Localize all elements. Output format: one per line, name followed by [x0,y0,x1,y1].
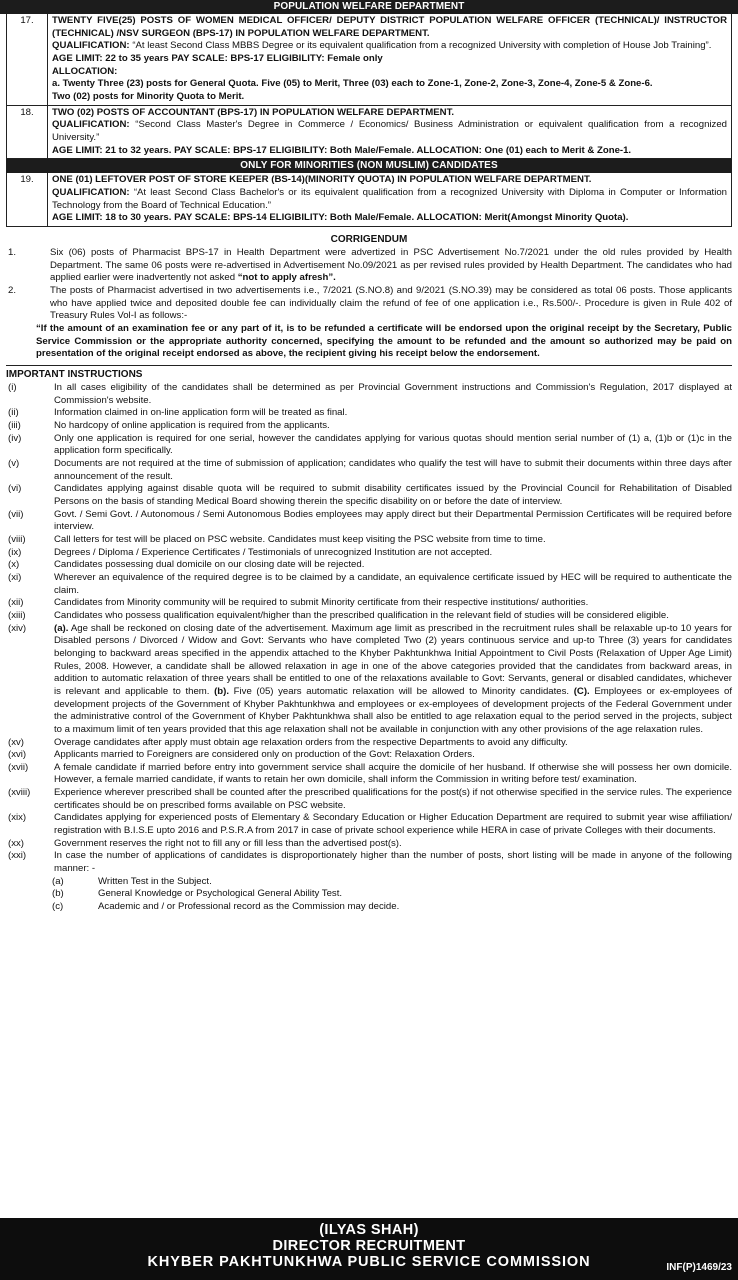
post-row-17 [7,14,731,106]
item-number: (iii) [8,420,21,432]
instruction-item [6,737,732,750]
item-number: (ix) [8,546,22,558]
instruction-item [6,572,732,597]
post-age-limit: AGE LIMIT: 18 to 30 years. PAY SCALE: BPS-14 ELIGIBILITY: Both Male/Female. ALLOCATION: Merit(Amongst Minority Quota). [52,212,629,224]
item-number: (xx) [8,837,24,849]
sub-item-text: Written Test in the Subject. [98,875,212,887]
item-text: Wherever an equivalence of the required degree is to be claimed by a candidate, an equivalence certificate issued by HEC will be required to authenticate the claim. [54,571,732,596]
item-number: (viii) [8,534,26,545]
corrigendum-section [6,247,732,366]
item-number: 2. [8,285,17,296]
treasury-rule-quote: “If the amount of an examination fee or any part of it, is to be refunded a certificate will be endorsed upon the original receipt by the Secretary, Public Service Commission or the appropriate authority concerned, specifying the amount to be refunded and the amount so authorized may be paid on presentation of the original receipt endorsed as above, the recipient giving his receipt below the endorsement. [36,322,732,360]
instruction-item [6,597,732,610]
posts-table-minorities [6,173,732,227]
item-text: Degrees / Diploma / Experience Certificates / Testimonials of unrecognized Institution are not accepted. [54,546,493,558]
post-title: TWO (02) POSTS OF ACCOUNTANT (BPS-17) IN POPULATION WELFARE DEPARTMENT. [52,106,455,118]
qualification-text: “At least Second Class MBBS Degree or its equivalent qualification from a recognized University with completion of House Job Training”. [132,40,712,52]
item-number: (xiii) [8,609,26,621]
item-number: (xix) [8,812,27,824]
allocation-a: a. Twenty Three (23) posts for General Quota. Five (05) to Merit, Three (03) each to Zone-1, Zone-2, Zone-3, Zone-4, Zone-5 & Zone-6. [52,78,653,90]
item-text: In all cases eligibility of the candidates shall be determined as per Provincial Government instructions and Commission's Regulation, 2017 displayed at Commission's website. [54,382,732,406]
instruction-item [6,407,732,420]
item-number: (v) [8,458,20,470]
instruction-item [6,420,732,433]
item-text: Documents are not required at the time of submission of application; candidates who qualify the test will have to submit their documents within three days after announcement of the result. [54,458,732,482]
sub-item [52,888,732,901]
item-number: 1. [8,247,17,259]
sub-item-number: (b) [52,888,64,900]
corrigendum-item-2 [6,285,732,323]
item-text: Only one application is required for one serial, however the candidates applying for various quotas should mention serial number of (1) a, (1)b or (1)c in the application form specifically. [54,432,732,457]
section-header-minorities: ONLY FOR MINORITIES (NON MUSLIM) CANDIDATES [6,159,732,173]
post-serial: 19. [7,173,48,226]
corrigendum-item-1 [6,247,732,285]
qualification-label: QUALIFICATION: [52,186,130,198]
post-body [48,106,731,159]
item-number: (xviii) [8,787,31,799]
item-text: In case the number of applications of candidates is disproportionately higher than the number of posts, short listing will be made in anyone of the following manner: - [54,850,732,875]
post-serial: 17. [7,14,48,105]
clause-c-label: (C). [573,685,590,697]
posts-table-population-welfare [6,14,732,159]
item-text [50,247,732,285]
item-number: (xv) [8,736,24,748]
clause-b-label: (b). [214,685,230,697]
organization-name: KHYBER PAKHTUNKHWA PUBLIC SERVICE COMMISSION [147,1254,591,1270]
item-text: Candidates from Minority community will be required to submit Minority certificate from their respective institutions/ authorities. [54,597,589,609]
item-text-emphasis: “not to apply afresh”. [237,272,336,284]
item-number: (i) [8,382,17,394]
item-number: (vii) [8,508,24,520]
item-text: Govt. / Semi Govt. / Autonomous / Semi Autonomous Bodies employees may apply direct but their Departmental Permission Certificates will be required before interview. [54,508,732,533]
item-number: (xvi) [8,749,27,761]
instructions-group-1 [6,382,732,622]
item-text: Government reserves the right not to fill any or fill less than the advertised post(s). [54,837,402,849]
clause-a-label: (a). [54,622,69,634]
instruction-item [6,458,732,483]
instruction-item [6,812,732,837]
post-qualification [52,40,727,53]
item-number: (xiv) [8,622,27,634]
item-text: Overage candidates after apply must obtain age relaxation orders from the respective Departments to avoid any difficulty. [54,736,568,748]
item-text: Candidates possessing dual domicile on our closing date will be rejected. [54,559,365,571]
item-text: Information claimed in on-line application form will be treated as final. [54,407,348,419]
signatory-name: (ILYAS SHAH) [319,1222,419,1238]
post-qualification [52,187,727,212]
instruction-item [6,483,732,508]
item-text: A female candidate if married before entry into government service shall acquire the domicile of her husband. If otherwise she will possess her own domicile. However, a female married candidate, if wants to retain her own domicile, shall inform the Commission in writing before test/ examination. [54,761,732,786]
item-number: (x) [8,559,20,571]
allocation-b: Two (02) posts for Minority Quota to Merit. [52,90,245,102]
advertisement-reference: INF(P)1469/23 [666,1261,732,1273]
instruction-item [6,838,732,851]
instruction-item-xiv [6,623,732,737]
post-row-18 [7,106,731,160]
post-body [48,14,731,105]
instruction-item [6,509,732,534]
qualification-text: “At least Second Class Bachelor's or its equivalent qualification from a recognized University with Diploma in Computer or Information Technology from the Board of Technical Education.” [52,186,728,211]
instruction-item [6,762,732,787]
item-text: The posts of Pharmacist advertised in two advertisements i.e., 7/2021 (S.NO.8) and 9/2021 (S.NO.39) may be considered as total 06 posts. Those applicants who have applied twice and deposited double fee can individually claim the refund of fee of one application i.e., Rs.500/-. Procedure is given in Rule 402 of Treasury Rules Vol-I as follows:- [50,285,732,322]
instructions-group-2 [6,737,732,876]
post-qualification [52,119,727,144]
instructions-list [6,382,732,914]
item-number: (vi) [8,483,22,495]
instruction-item [6,610,732,623]
qualification-label: QUALIFICATION: [52,40,130,52]
instruction-item [6,749,732,762]
sub-item-text: Academic and / or Professional record as the Commission may decide. [98,901,400,913]
item-number: (xvii) [8,761,29,773]
sub-item [52,901,732,914]
instruction-item [6,382,732,407]
sub-item-number: (c) [52,901,64,913]
item-number: (ii) [8,407,19,419]
item-number: (xi) [8,571,22,583]
post-body [48,173,731,226]
instruction-item [6,547,732,560]
post-title: ONE (01) LEFTOVER POST OF STORE KEEPER (BS-14)(MINORITY QUOTA) IN POPULATION WELFARE DEPARTMENT. [52,174,592,186]
item-text: Experience wherever prescribed shall be counted after the prescribed qualifications for the post(s) if not otherwise specified in the service rules. The experience certificates should be on prescribed forms available on PSC website. [54,787,732,811]
post-serial: 18. [7,106,48,159]
shortlisting-methods [6,876,732,914]
clause-c-text: Employees or ex-employees of development projects of the Government of Khyber Pakhtunkhwa and employees or ex-employees of development projects of the Federal Government under the administrative control of the Government of Khyber Pakhtunkhwa shall also be entitled to age relaxation equal to the period served in the projects, subject to a maximum limit of ten years provided that this age relaxation shall not be available in conjunction with any other provisions of the age relaxation rules. [54,685,732,735]
item-number: (iv) [8,432,22,444]
instruction-item [6,534,732,547]
allocation-label: ALLOCATION: [52,65,118,77]
instructions-title: IMPORTANT INSTRUCTIONS [6,368,143,380]
item-number: (xii) [8,597,24,609]
instruction-item [6,787,732,812]
item-text: Call letters for test will be placed on PSC website. Candidates must keep visiting the PSC website from time to time. [54,534,546,545]
sub-item [52,876,732,889]
sub-item-text: General Knowledge or Psychological General Ability Test. [98,888,343,900]
item-text-body: Six (06) posts of Pharmacist BPS-17 in Health Department were advertized in PSC Advertisement No.7/2021 under the old rules provided by Health Department. The same 06 posts were re-advertised in Advertisement No.09/2021 as per revised rules provided by Health Department. The candidates who had applied earlier were inadvertently not asked [50,247,732,284]
signatory-designation: DIRECTOR RECRUITMENT [272,1238,466,1254]
item-text [54,623,732,737]
item-text: No hardcopy of online application is required from the applicants. [54,420,330,432]
sub-item-number: (a) [52,875,64,887]
instruction-item [6,850,732,875]
item-text: Applicants married to Foreigners are considered only on production of the Govt: Relaxation Orders. [54,749,475,761]
instruction-item [6,433,732,458]
qualification-label: QUALIFICATION: [52,119,130,131]
item-text: Candidates who possess qualification equivalent/higher than the prescribed qualification in the relevant field of studies will be considered eligible. [54,609,669,621]
section-header-population-welfare: POPULATION WELFARE DEPARTMENT [0,0,738,14]
item-text: Candidates applying against disable quota will be required to submit disability certificates issued by the Provincial Council for Rehabilitation of Disabled Persons on the basis of standing Medical Board showing therein the specific disability on or before the date of interview. [54,483,732,508]
item-number: (xxi) [8,850,27,862]
qualification-text: “Second Class Master's Degree in Commerce / Economics/ Business Administration or equivalent qualification from a recognized University.” [52,119,728,143]
clause-a-text: Age shall be reckoned on closing date of the advertisement. Maximum age limit as prescribed in the recruitment rules shall be relaxable up-to 10 years for Disabled persons / Divorced / Widow and Govt: Servants who have completed Two (2) years continuous service and up-to Three (3) years for candidates belonging to backward areas specified in the appendix attached to the Khyber Pakhtunkhwa Initial Appointment to Civil Posts (Relaxation of Upper Age Limit) Rules, 2008. However, a candidate shall be allowed relaxation in age in one of the above categories provided that the candidates from backward areas, in addition to automatic relaxation of three years shall be entitled to one of the relaxations available to Govt: Servants, general or disabled candidates, whichever is relevant and applicable to them. [54,622,732,697]
instruction-item [6,559,732,572]
post-title: TWENTY FIVE(25) POSTS OF WOMEN MEDICAL OFFICER/ DEPUTY DISTRICT POPULATION WELFARE OFFICER (TECHNICAL)/ INSTRUCTOR (TECHNICAL) /NSV SURGEON (BPS-17) IN POPULATION WELFARE DEPARTMENT. [52,15,727,39]
signature-footer [0,1218,738,1280]
corrigendum-title: CORRIGENDUM [330,233,408,245]
post-age-limit: AGE LIMIT: 22 to 35 years PAY SCALE: BPS-17 ELIGIBILITY: Female only [52,52,383,64]
post-row-19 [7,173,731,227]
item-text: Candidates applying for experienced posts of Elementary & Secondary Education or Higher Education Department are required to submit year wise affiliation/ registration with B.I.S.E upto 2016 and P.S.R.A from 2017 in case of private school experience while HERA in case of private Colleges with their documents. [54,812,732,837]
clause-b-text: Five (05) years automatic relaxation will be allowed to Minority candidates. [229,685,574,697]
post-age-limit: AGE LIMIT: 21 to 32 years. PAY SCALE: BPS-17 ELIGIBILITY: Both Male/Female. ALLOCATION: One (01) each to Merit & Zone-1. [52,144,632,156]
